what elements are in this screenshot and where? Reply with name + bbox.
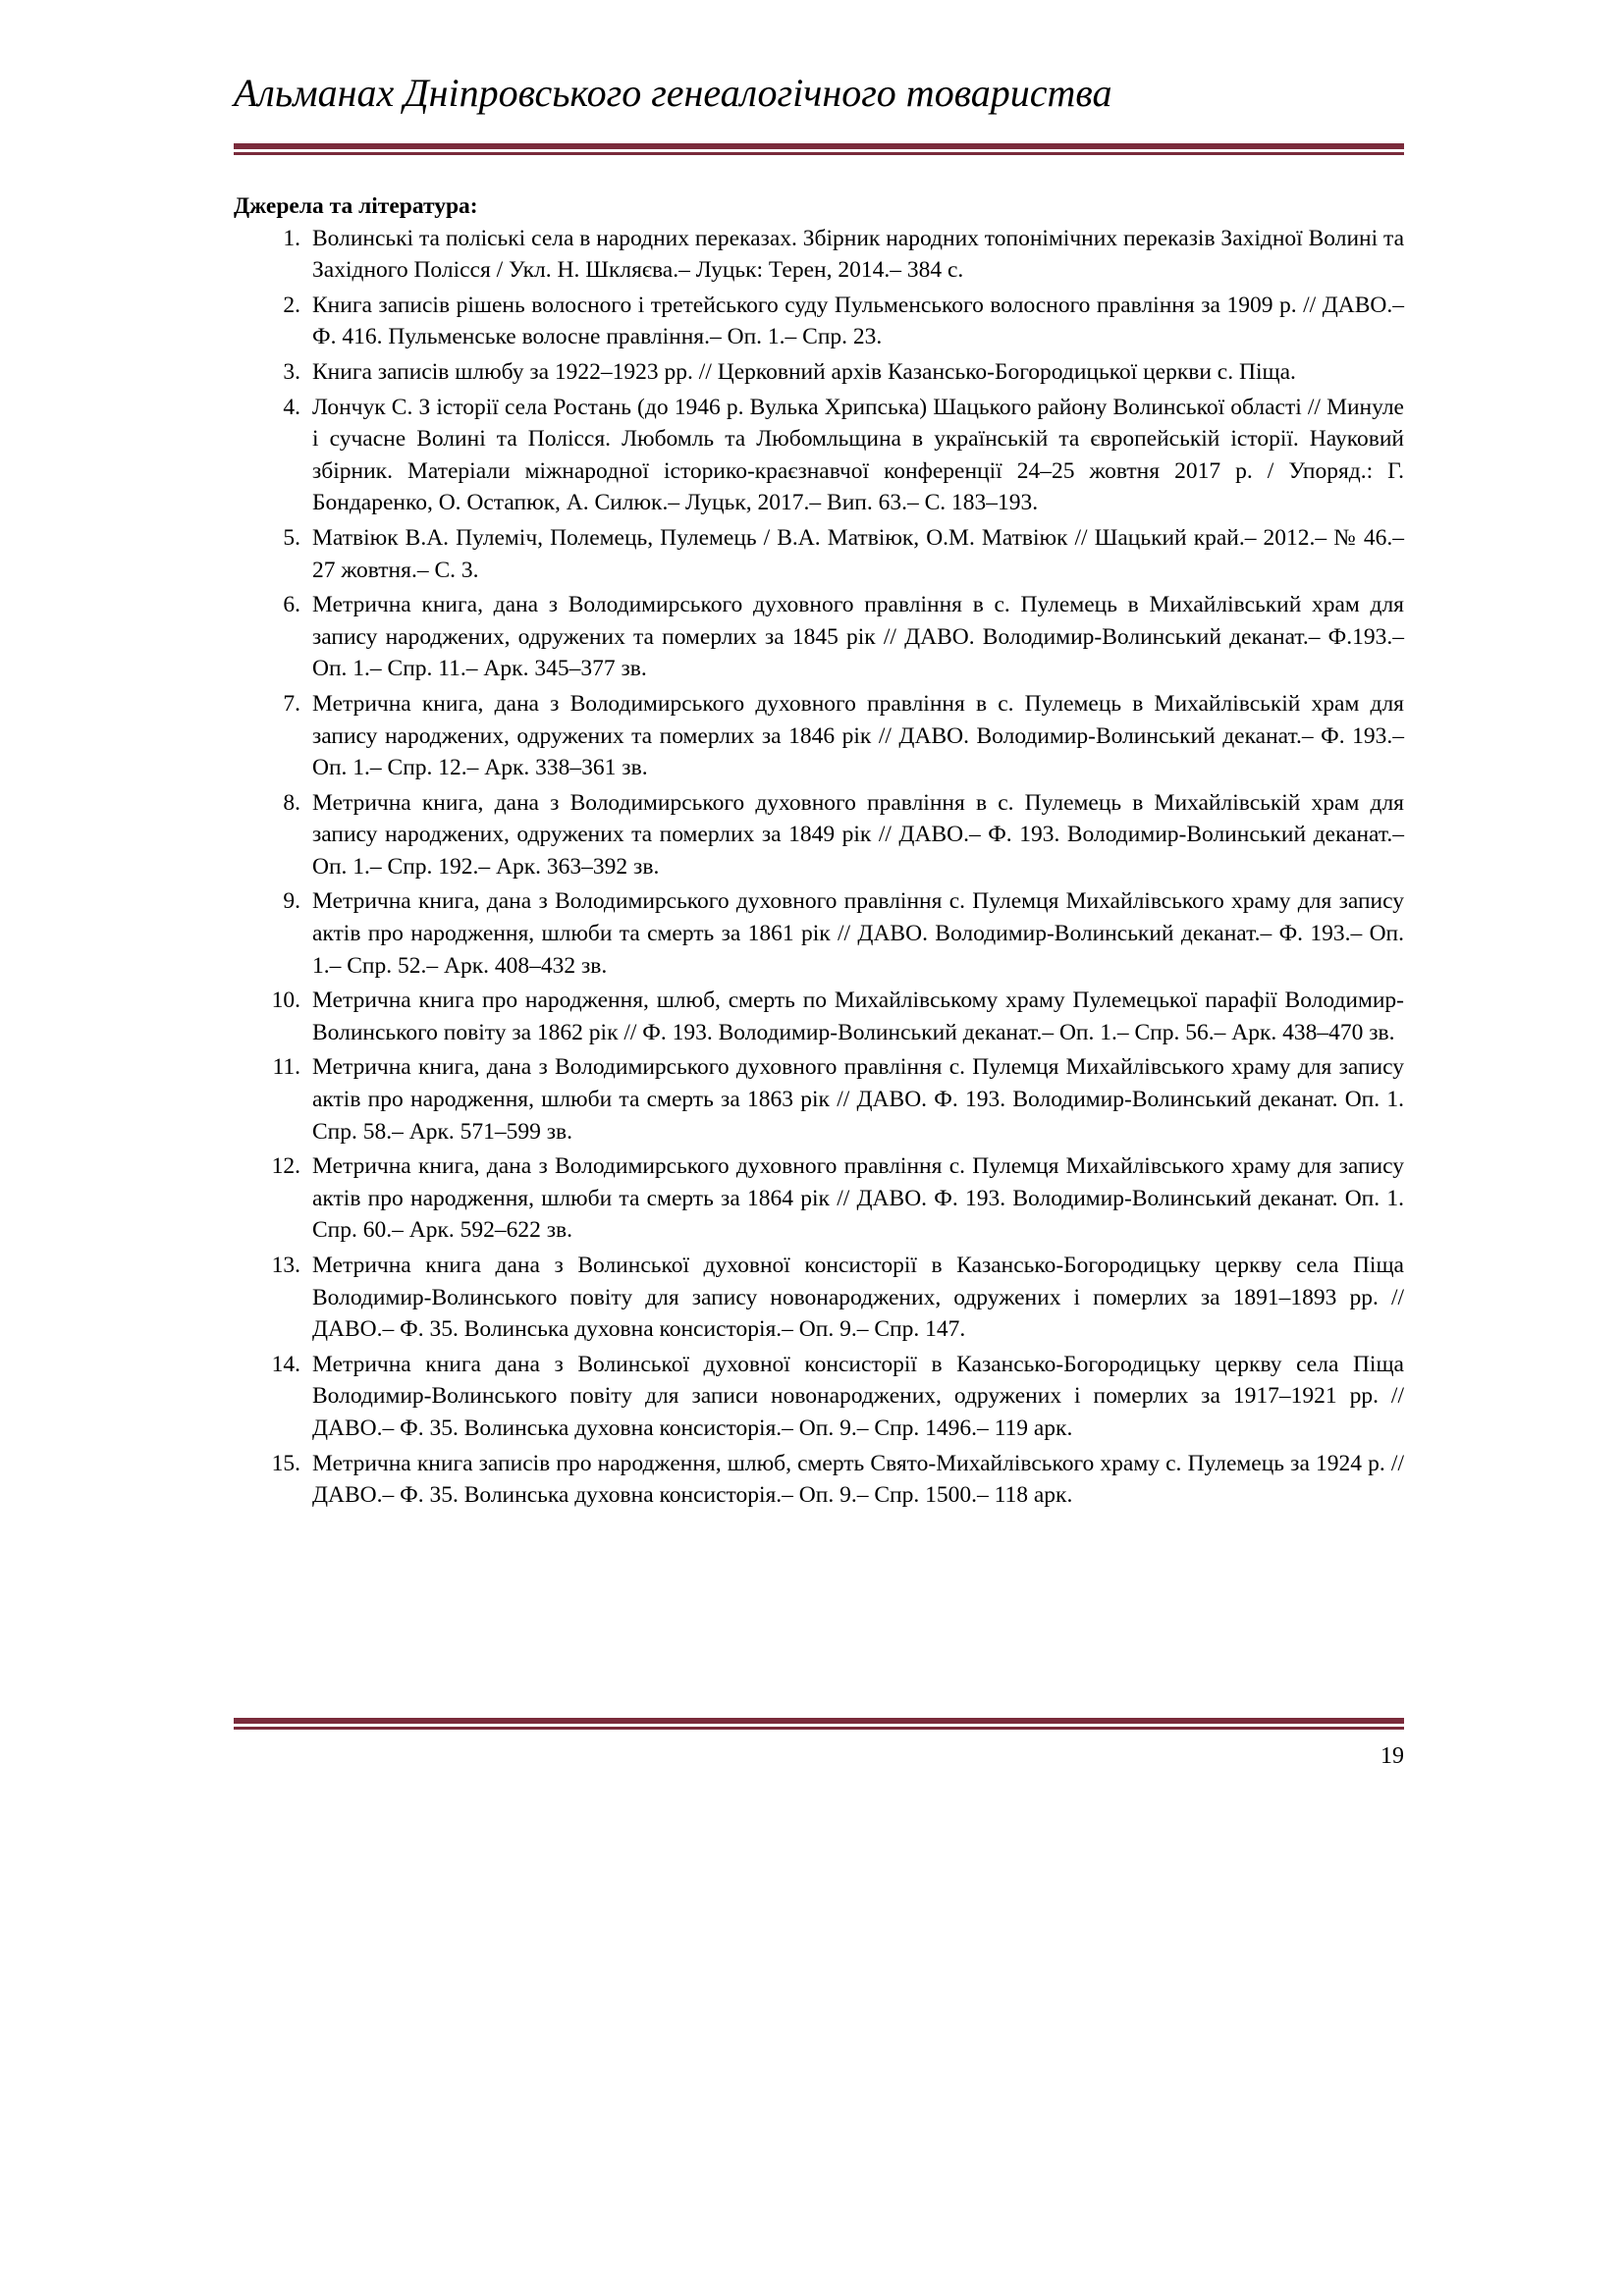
reference-text: Метрична книга, дана з Володимирського духовного правління в с. Пулемець в Михайлівській храм для запису народжених, одружених та померлих за 1846 рік // ДАВО. Володимир-Волинський деканат.– Ф. 193.– Оп. 1.– Спр. 12.– Арк. 338–361 зв.	[312, 690, 1404, 781]
reference-text: Метрична книга, дана з Володимирського духовного правління с. Пулемця Михайлівського храму для запису актів про народження, шлюби та смерть за 1861 рік // ДАВО. Володимир-Волинський деканат.– Ф. 193.– Оп. 1.– Спр. 52.– Арк. 408–432 зв.	[312, 888, 1404, 979]
reference-number: 1.	[283, 225, 300, 251]
reference-text: Метрична книга, дана з Володимирського духовного правління в с. Пулемець в Михайлівській храм для запису народжених, одружених та померлих за 1849 рік // ДАВО.– Ф. 193. Володимир-Волинський деканат.– Оп. 1.– Спр. 192.– Арк. 363–392 зв.	[312, 789, 1404, 880]
reference-item	[234, 290, 1404, 353]
reference-number: 9.	[283, 888, 300, 915]
page-number: 19	[1380, 1743, 1404, 1769]
reference-text: Матвіюк В.А. Пулеміч, Полемець, Пулемець / В.А. Матвіюк, О.М. Матвіюк // Шацький край.– 2012.– № 46.– 27 жовтня.– С. 3.	[312, 524, 1404, 583]
reference-number: 3.	[283, 358, 300, 385]
reference-item	[234, 985, 1404, 1048]
reference-number: 4.	[283, 394, 300, 420]
references-section	[234, 190, 1404, 1515]
header-rule	[234, 143, 1404, 155]
reference-item	[234, 1150, 1404, 1247]
reference-text: Метрична книга, дана з Володимирського духовного правління с. Пулемця Михайлівського храму для запису актів про народження, шлюби та смерть за 1863 рік // ДАВО. Ф. 193. Володимир-Волинський деканат. Оп. 1. Спр. 58.– Арк. 571–599 зв.	[312, 1054, 1404, 1145]
reference-number: 12.	[271, 1153, 300, 1180]
footer-rule-thick	[234, 1718, 1404, 1724]
reference-item	[234, 885, 1404, 982]
reference-item	[234, 1349, 1404, 1445]
reference-number: 15.	[271, 1450, 300, 1476]
reference-text: Метрична книга дана з Волинської духовної консисторії в Казансько-Богородицьку церкву села Піща Володимир-Волинського повіту для запису новонароджених, одружених і померлих за 1891–1893 рр. // ДАВО.– Ф. 35. Волинська духовна консисторія.– Оп. 9.– Спр. 147.	[312, 1253, 1404, 1343]
reference-text: Метрична книга записів про народження, шлюб, смерть Свято-Михайлівського храму с. Пулемець за 1924 р. // ДАВО.– Ф. 35. Волинська духовна консисторія.– Оп. 9.– Спр. 1500.– 118 арк.	[312, 1450, 1404, 1509]
reference-item	[234, 1448, 1404, 1512]
references-list	[234, 223, 1404, 1512]
reference-number: 13.	[271, 1253, 300, 1278]
reference-item	[234, 356, 1404, 389]
reference-item	[234, 522, 1404, 586]
reference-text: Волинські та поліські села в народних переказах. Збірник народних топонімічних переказів Західної Волині та Західного Полісся / Укл. Н. Шкляєва.– Луцьк: Терен, 2014.– 384 с.	[312, 225, 1404, 284]
reference-item	[234, 1051, 1404, 1148]
reference-item	[234, 787, 1404, 883]
header-rule-thick	[234, 143, 1404, 149]
footer-rule	[234, 1718, 1404, 1730]
reference-item	[234, 1250, 1404, 1346]
reference-number: 11.	[272, 1054, 300, 1081]
reference-number: 2.	[283, 292, 300, 318]
references-heading: Джерела та література:	[234, 193, 478, 219]
reference-item	[234, 589, 1404, 685]
reference-number: 8.	[283, 789, 300, 816]
reference-text: Книга записів шлюбу за 1922–1923 рр. // Церковний архів Казансько-Богородицької церкви с. Піща.	[312, 358, 1296, 385]
reference-text: Метрична книга, дана з Володимирського духовного правління в с. Пулемець в Михайлівський храм для запису народжених, одружених та померлих за 1845 рік // ДАВО. Володимир-Волинський деканат.– Ф.193.– Оп. 1.– Спр. 11.– Арк. 345–377 зв.	[312, 592, 1404, 682]
reference-number: 14.	[271, 1351, 300, 1377]
reference-text: Метрична книга, дана з Володимирського духовного правління с. Пулемця Михайлівського храму для запису актів про народження, шлюби та смерть за 1864 рік // ДАВО. Ф. 193. Володимир-Волинський деканат. Оп. 1. Спр. 60.– Арк. 592–622 зв.	[312, 1153, 1404, 1244]
reference-number: 6.	[283, 592, 300, 618]
reference-number: 7.	[283, 690, 300, 717]
reference-item	[234, 223, 1404, 287]
footer-rule-thin	[234, 1727, 1404, 1730]
reference-number: 10.	[271, 988, 300, 1014]
reference-number: 5.	[283, 524, 300, 551]
reference-text: Метрична книга дана з Волинської духовної консисторії в Казансько-Богородицьку церкву села Піща Володимир-Волинського повіту для записи новонароджених, одружених і померлих за 1917–1921 рр. // ДАВО.– Ф. 35. Волинська духовна консисторія.– Оп. 9.– Спр. 1496.– 119 арк.	[312, 1351, 1404, 1441]
reference-item	[234, 688, 1404, 784]
reference-text: Книга записів рішень волосного і третейського суду Пульменського волосного правління за 1909 р. // ДАВО.– Ф. 416. Пульменське волосне правління.– Оп. 1.– Спр. 23.	[312, 292, 1404, 350]
reference-text: Лончук С. З історії села Ростань (до 1946 р. Вулька Хрипська) Шацького району Волинської області // Минуле і сучасне Волині та Полісся. Любомль та Любомльщина в українській та європейській історії. Науковий збірник. Матеріали міжнародної історико-краєзнавчої конференції 24–25 жовтня 2017 р. / Упоряд.: Г. Бондаренко, О. Остапюк, А. Силюк.– Луцьк, 2017.– Вип. 63.– С. 183–193.	[312, 394, 1404, 516]
reference-item	[234, 392, 1404, 519]
header-rule-thin	[234, 152, 1404, 155]
reference-text: Метрична книга про народження, шлюб, смерть по Михайлівському храму Пулемецької парафії Володимир-Волинського повіту за 1862 рік // Ф. 193. Володимир-Волинський деканат.– Оп. 1.– Спр. 56.– Арк. 438–470 зв.	[312, 988, 1404, 1045]
running-header-title: Альманах Дніпровського генеалогічного товариства	[234, 71, 1112, 115]
